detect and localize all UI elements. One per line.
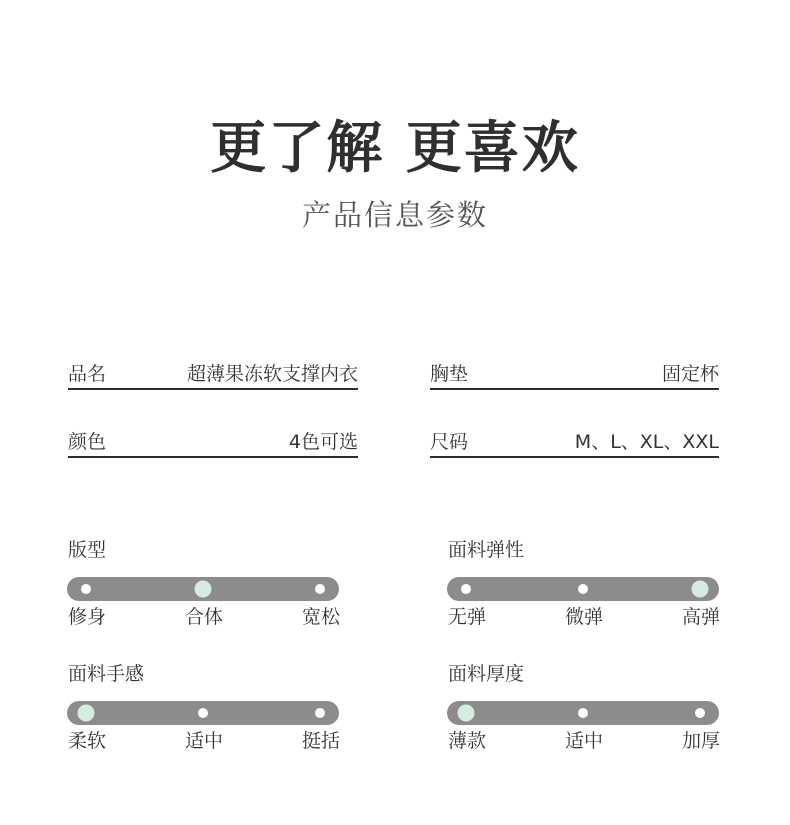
elasticity-option-1: 无弹 <box>448 606 487 628</box>
elasticity-level-dot-1 <box>461 584 471 594</box>
fit-level-dot-3 <box>315 584 325 594</box>
thickness-options <box>448 732 720 751</box>
attr-title-elasticity: 面料弹性 <box>448 539 525 561</box>
page-subtitle: 产品信息参数 <box>301 198 488 232</box>
feel-option-3: 挺括 <box>301 730 340 752</box>
thickness-option-2: 适中 <box>564 730 603 752</box>
info-value-name: 超薄果冻软支撑内衣 <box>186 363 358 385</box>
thickness-level-dot-1 <box>458 705 475 722</box>
fit-slider-track <box>67 577 339 601</box>
info-value-color: 4色可选 <box>288 431 358 453</box>
feel-level-dot-1 <box>78 705 95 722</box>
fit-option-3: 宽松 <box>301 606 340 628</box>
elasticity-slider-track <box>447 577 719 601</box>
feel-slider-track <box>67 701 339 725</box>
feel-option-1: 柔软 <box>68 730 107 752</box>
info-value-pad: 固定杯 <box>661 363 719 385</box>
attr-title-feel: 面料手感 <box>68 663 145 685</box>
thickness-option-1: 薄款 <box>448 730 487 752</box>
thickness-level-dot-2 <box>578 708 588 718</box>
page-title: 更了解 更喜欢 <box>210 116 580 181</box>
fit-options <box>68 608 340 627</box>
feel-option-2: 适中 <box>184 730 223 752</box>
feel-level-dot-3 <box>315 708 325 718</box>
info-value-size: M、L、XL、XXL <box>574 431 719 453</box>
info-label-pad: 胸垫 <box>430 363 469 385</box>
feel-options <box>68 732 340 751</box>
info-row-name <box>68 358 358 390</box>
fit-option-2: 合体 <box>184 606 223 628</box>
info-row-size <box>430 426 719 458</box>
thickness-level-dot-3 <box>695 708 705 718</box>
info-label-name: 品名 <box>68 363 107 385</box>
feel-level-dot-2 <box>198 708 208 718</box>
thickness-slider-track <box>447 701 719 725</box>
elasticity-option-2: 微弹 <box>564 606 603 628</box>
info-row-pad <box>430 358 719 390</box>
info-row-color <box>68 426 358 458</box>
fit-level-dot-2 <box>195 581 212 598</box>
elasticity-level-dot-2 <box>578 584 588 594</box>
elasticity-options <box>448 608 720 627</box>
attr-title-fit: 版型 <box>68 539 107 561</box>
attr-title-thickness: 面料厚度 <box>448 663 525 685</box>
info-label-color: 颜色 <box>68 431 107 453</box>
elasticity-option-3: 高弹 <box>681 606 720 628</box>
thickness-option-3: 加厚 <box>681 730 720 752</box>
elasticity-level-dot-3 <box>692 581 709 598</box>
info-label-size: 尺码 <box>430 431 469 453</box>
fit-level-dot-1 <box>81 584 91 594</box>
fit-option-1: 修身 <box>68 606 107 628</box>
